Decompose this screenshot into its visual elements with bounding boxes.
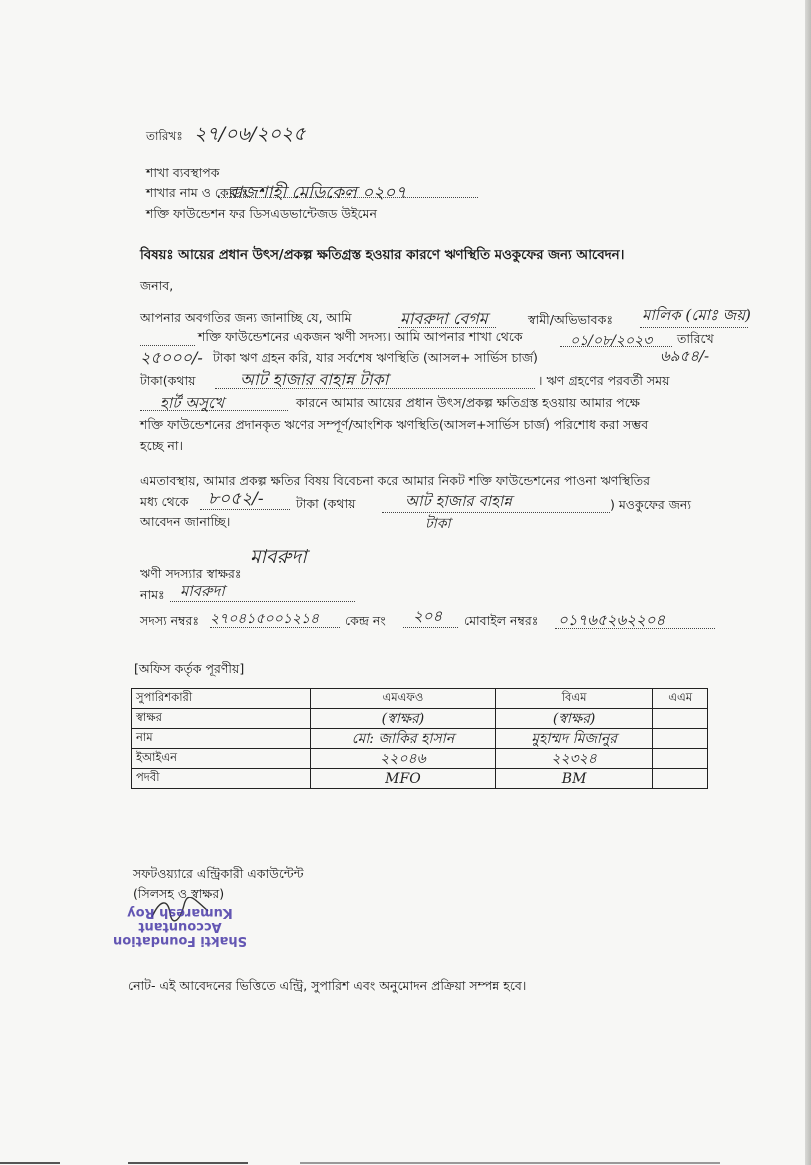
loan-date-handwritten: ০১/০৮/২০২৩ <box>570 333 653 349</box>
date-value: ২৭/০৬/২০২৫ <box>194 123 306 145</box>
mfo-signature: (স্বাক্ষর) <box>381 710 425 727</box>
bm-name: মুহাম্মদ মিজানুর <box>531 730 617 747</box>
mobile-value: ০১৭৬৫২৬২২০৪ <box>558 611 666 629</box>
center-label: কেন্দ্র নং <box>345 613 386 628</box>
subject-line: বিষয়ঃ আয়ের প্রধান উৎস/প্রকল্প ক্ষতিগ্রস্ত হওয়ার কারণে ঋণস্থিতি মওকুফের জন্য আবেদন। <box>140 248 625 263</box>
name-label: নামঃ <box>140 587 165 602</box>
footer-note: নোট- এই আবেদনের ভিত্তিতে এন্ট্রি, সুপারিশ এবং অনুমোদন প্রক্রিয়া সম্পন্ন হবে। <box>128 978 527 993</box>
para1-line4b: । ঋণ গ্রহণের পরবর্তী সময় <box>538 373 670 388</box>
branch-manager: শাখা ব্যবস্থাপক <box>146 165 220 180</box>
waive-amount-handwritten: ৮০৫২/- <box>208 489 264 509</box>
office-table <box>131 688 708 789</box>
bm-designation: BM <box>561 770 587 787</box>
mobile-label: মোবাইল নম্বরঃ <box>464 613 539 628</box>
member-no-label: সদস্য নম্বরঃ <box>140 613 200 628</box>
table-row <box>132 709 708 729</box>
date-suffix: তারিখে <box>677 331 714 346</box>
row-label: ইআইএন <box>132 749 311 769</box>
para1-line5: কারনে আমার আয়ের প্রধান উৎস/প্রকল্প ক্ষতিগ্রস্ত হওয়ায় আমার পক্ষে <box>296 395 640 410</box>
col-recommender: সুপারিশকারী <box>132 689 311 709</box>
mfo-designation: MFO <box>385 770 421 787</box>
scan-edge-mark <box>300 1162 720 1164</box>
bm-ein: ২২৩২৪ <box>551 750 597 767</box>
table-row <box>132 729 708 749</box>
para1-line6: শক্তি ফাউন্ডেশনের প্রদানকৃত ঋণের সম্পূর্ণ/আংশিক ঋণস্থিতি(আসল+সার্ভিস চার্জ) পরিশোধ করা সম্ভব <box>140 417 649 432</box>
date-label: তারিখঃ <box>146 129 183 143</box>
para1-line3: টাকা ঋণ গ্রহন করি, যার সর্বশেষ ঋণস্থিতি (আসল+ সার্ভিস চার্জ) <box>213 350 538 365</box>
stamp-line: Kumaresh Roy <box>127 905 233 920</box>
para2-line2c: ) মওকুফের জন্য <box>610 497 692 512</box>
member-signature: মাবরুদা <box>250 546 307 568</box>
table-row <box>132 769 708 789</box>
scan-edge-mark <box>0 1162 60 1164</box>
office-heading: [অফিস কর্তৃক পূরণীয়] <box>134 661 245 676</box>
para1-line1: আপনার অবগতির জন্য জানাচ্ছি যে, আমি <box>140 310 352 325</box>
branch-label: শাখার নাম ও কোডঃ <box>146 185 249 200</box>
foundation-name: শক্তি ফাউন্ডেশন ফর ডিসএডভান্টেজড উইমেন <box>146 206 377 221</box>
mfo-name: মো: জাকির হাসান <box>351 730 455 747</box>
col-am: এএম <box>653 689 708 709</box>
row-label: নাম <box>132 729 311 749</box>
signature-label: ঋণী সদস্যার স্বাক্ষরঃ <box>140 566 242 581</box>
branch-value: রাজশাহী মেডিকেল ০২০৭ <box>228 183 407 203</box>
para1-line2: শক্তি ফাউন্ডেশনের একজন ঋণী সদস্য। আমি আপনার শাখা থেকে <box>198 329 523 344</box>
bm-signature: (স্বাক্ষর) <box>552 710 596 727</box>
guardian-label: স্বামী/অভিভাবকঃ <box>528 312 613 327</box>
para1-line4a: টাকা(কথায় <box>140 373 196 388</box>
col-bm: বিএম <box>495 689 652 709</box>
para2-line2a: মধ্য থেকে <box>140 494 189 509</box>
mfo-ein: ২২০৪৬ <box>380 750 426 767</box>
member-no-value: ২৭০৪১৫০০১২১৪ <box>210 611 320 627</box>
member-name-value: মাবরুদা <box>180 582 225 600</box>
row-label: স্বাক্ষর <box>132 709 311 729</box>
guardian-handwritten: মালিক (মোঃ জয়) <box>642 306 751 324</box>
salutation: জনাব, <box>140 278 174 293</box>
accountant-subtitle: (সিলসহ ও স্বাক্ষর) <box>133 886 225 901</box>
para2-line1: এমতাবস্থায়, আমার প্রকল্প ক্ষতির বিষয় বিবেচনা করে আমার নিকট শক্তি ফাউন্ডেশনের পাওনা ঋণস্থিতির <box>140 473 651 488</box>
balance-words-handwritten: আট হাজার বাহান্ন টাকা <box>240 370 389 389</box>
center-value: ২০৪ <box>413 607 443 625</box>
page-edge-shadow <box>805 0 811 1165</box>
stamp-line: Accountant <box>138 919 222 934</box>
para1-line7: হচ্ছে না। <box>140 438 183 453</box>
row-label: পদবী <box>132 769 311 789</box>
accountant-title: সফটওয়্যারে এন্ট্রিকারী একাউন্টেন্ট <box>133 866 304 881</box>
member-name-handwritten: মাবরুদা বেগম <box>400 309 488 328</box>
accountant-stamp <box>113 905 247 947</box>
reason-handwritten: হার্ট অসুখে <box>160 394 224 412</box>
para2-line2b: টাকা (কথায় <box>296 496 356 511</box>
stamp-line: Shakti Foundation <box>113 933 247 948</box>
col-mfo: এমএফও <box>311 689 496 709</box>
balance-handwritten: ৬৯৫৪/- <box>660 347 710 365</box>
table-header-row <box>132 689 708 709</box>
para2-line3: আবেদন জানাচ্ছি। <box>140 514 231 529</box>
table-row <box>132 749 708 769</box>
waive-words2-handwritten: টাকা <box>425 516 451 532</box>
waive-words-handwritten: আট হাজার বাহান্ন <box>405 492 512 510</box>
scan-edge-mark <box>128 1162 248 1164</box>
loan-amount-handwritten: ২৫০০০/- <box>140 348 203 367</box>
